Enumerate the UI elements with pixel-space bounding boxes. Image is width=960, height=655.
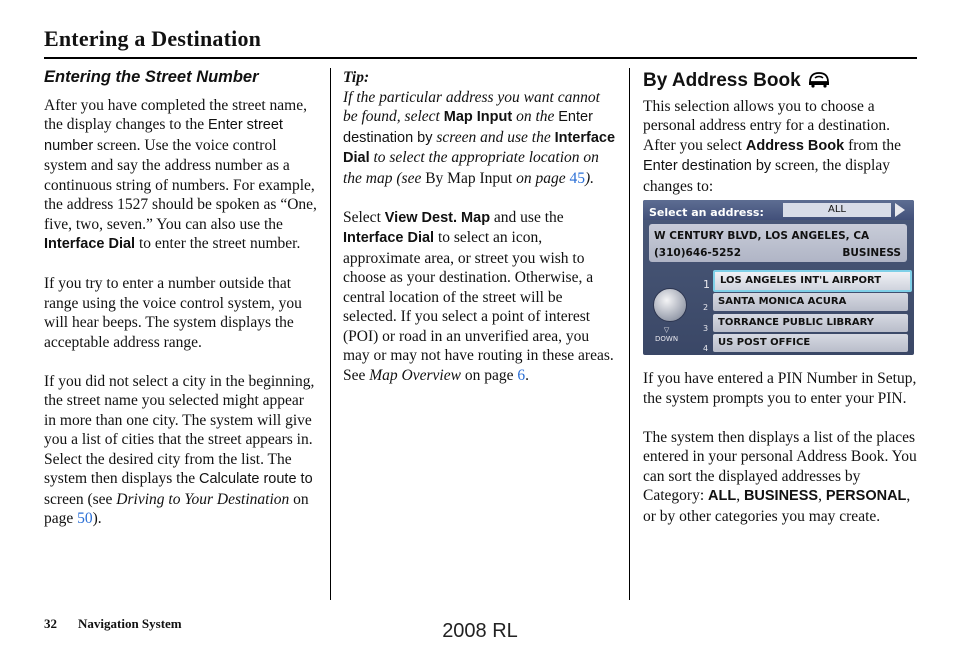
column-tip bbox=[343, 68, 618, 405]
text: The system then displays a list of the places entered in your personal Address Book. You can sort the displayed addresses by Category: bbox=[643, 428, 917, 504]
text: After you have completed the street name, the display changes to the bbox=[44, 96, 307, 133]
category-name: ALL bbox=[708, 488, 737, 504]
column-address-book bbox=[643, 68, 918, 546]
voice-control-icon bbox=[807, 68, 831, 93]
address-category: BUSINESS bbox=[842, 247, 901, 259]
control-name: Interface Dial bbox=[44, 236, 136, 252]
text: to select the appropriate location on the map (see bbox=[343, 149, 599, 187]
control-name: Interface Dial bbox=[343, 129, 616, 166]
column-divider bbox=[330, 68, 331, 600]
heading-text: By Address Book bbox=[643, 69, 801, 91]
text: . bbox=[525, 366, 529, 384]
address-list-item[interactable]: SANTA MONICA ACURA bbox=[713, 293, 908, 311]
text: If the particular address you want cannot be found, select bbox=[343, 88, 600, 125]
item-number: 1 bbox=[703, 278, 710, 291]
column-divider bbox=[629, 68, 630, 600]
control-name: Interface Dial bbox=[343, 230, 435, 246]
page-link[interactable]: 50 bbox=[77, 510, 93, 527]
next-category-arrow-icon[interactable] bbox=[895, 203, 905, 217]
paragraph bbox=[44, 372, 319, 529]
screen-name: Enter destination by bbox=[643, 158, 772, 174]
text: , or by other categories you may create. bbox=[643, 487, 911, 525]
screen-name: Enter street number bbox=[44, 117, 283, 154]
page-title: Entering a Destination bbox=[44, 26, 262, 51]
cross-reference: By Map Input bbox=[425, 169, 513, 187]
text: screen, the display changes to: bbox=[643, 157, 890, 195]
text: on page bbox=[512, 169, 570, 187]
nav-header-title: Select an address: bbox=[649, 206, 764, 219]
text: If you did not select a city in the beginning, the street name you selected might appear in more than one city. The system will give you a list of cities that the street appears in. Select the desired city from the list. The system then displays the bbox=[44, 372, 315, 487]
address-list-item[interactable]: LOS ANGELES INT'L AIRPORT bbox=[713, 270, 912, 292]
navigation-screen-address-list bbox=[643, 200, 914, 355]
text: screen. Use the voice control system and say the address number as a continuous string of numbers. For example, the address 1527 should be spoken as “One, five, two, seven.” You can also use the bbox=[44, 136, 317, 233]
category-name: PERSONAL bbox=[825, 488, 907, 504]
tip-label: Tip: bbox=[343, 69, 370, 86]
screen-name: Calculate route to bbox=[199, 471, 313, 487]
text: , bbox=[736, 487, 744, 504]
item-number: 3 bbox=[703, 324, 709, 333]
dial-knob-icon[interactable] bbox=[653, 288, 687, 322]
text: Select bbox=[343, 208, 385, 226]
control-name: Map Input bbox=[443, 109, 513, 125]
paragraph bbox=[44, 96, 319, 255]
address-phone: (310)646-5252 bbox=[654, 247, 742, 259]
paragraph: If you have entered a PIN Number in Setup, the system prompts you to enter your PIN. bbox=[643, 370, 917, 407]
category-name: BUSINESS bbox=[743, 488, 819, 504]
text: This selection allows you to choose a personal address entry for a destination. After you select bbox=[643, 97, 891, 154]
selected-address-panel bbox=[649, 224, 907, 262]
text: ). bbox=[584, 169, 594, 187]
interface-dial[interactable] bbox=[649, 270, 699, 350]
text: , bbox=[818, 487, 826, 504]
footer-page-number: 32 bbox=[44, 616, 57, 631]
page-link[interactable]: 6 bbox=[517, 366, 526, 384]
down-label: DOWN bbox=[655, 335, 679, 343]
address-line: W CENTURY BLVD, LOS ANGELES, CA bbox=[654, 230, 870, 242]
paragraph: If you try to enter a number outside that range using the voice control system, you will hear beeps. The system displays the acceptable address range. bbox=[44, 275, 302, 351]
text: to enter the street number. bbox=[135, 235, 301, 252]
column-street-number bbox=[44, 68, 319, 548]
nav-header bbox=[643, 200, 914, 220]
footer-title: Navigation System bbox=[78, 616, 182, 631]
down-indicator: ▽ DOWN bbox=[655, 326, 679, 343]
category-selector[interactable]: ALL bbox=[783, 203, 891, 217]
tip-paragraph bbox=[343, 88, 618, 189]
text: from the bbox=[844, 136, 902, 154]
control-name: Address Book bbox=[745, 137, 845, 154]
address-list-item[interactable]: TORRANCE PUBLIC LIBRARY bbox=[713, 314, 908, 332]
paragraph bbox=[343, 208, 618, 386]
control-name: View Dest. Map bbox=[384, 209, 491, 226]
item-number: 2 bbox=[703, 303, 709, 312]
paragraph bbox=[643, 428, 918, 527]
text: on the bbox=[512, 108, 559, 125]
cross-reference: Map Overview bbox=[369, 366, 461, 384]
title-rule bbox=[44, 57, 917, 59]
paragraph bbox=[643, 97, 918, 197]
text: on page bbox=[44, 490, 309, 527]
text: and use the bbox=[490, 208, 564, 226]
cross-reference: Driving to Your Destination bbox=[116, 490, 290, 508]
screen-name: Enter destination by bbox=[343, 109, 593, 146]
page-link[interactable]: 45 bbox=[569, 169, 585, 187]
text: to select an icon, approximate area, or street you wish to choose as your destination. Otherwise, a central location of the street will be selected. If you select a point of interest (POI) or road in an unverified area, you may or may not have routing in these areas. See bbox=[343, 229, 614, 384]
item-number: 4 bbox=[703, 344, 709, 353]
address-list-item[interactable]: US POST OFFICE bbox=[713, 334, 908, 352]
text: screen and use the bbox=[432, 128, 555, 146]
text: ). bbox=[92, 510, 102, 527]
text: screen (see bbox=[44, 490, 117, 508]
section-heading-street-number: Entering the Street Number bbox=[44, 68, 259, 86]
text: on page bbox=[460, 366, 518, 384]
watermark: 2008 RL bbox=[442, 620, 518, 642]
section-heading-address-book bbox=[643, 68, 918, 93]
